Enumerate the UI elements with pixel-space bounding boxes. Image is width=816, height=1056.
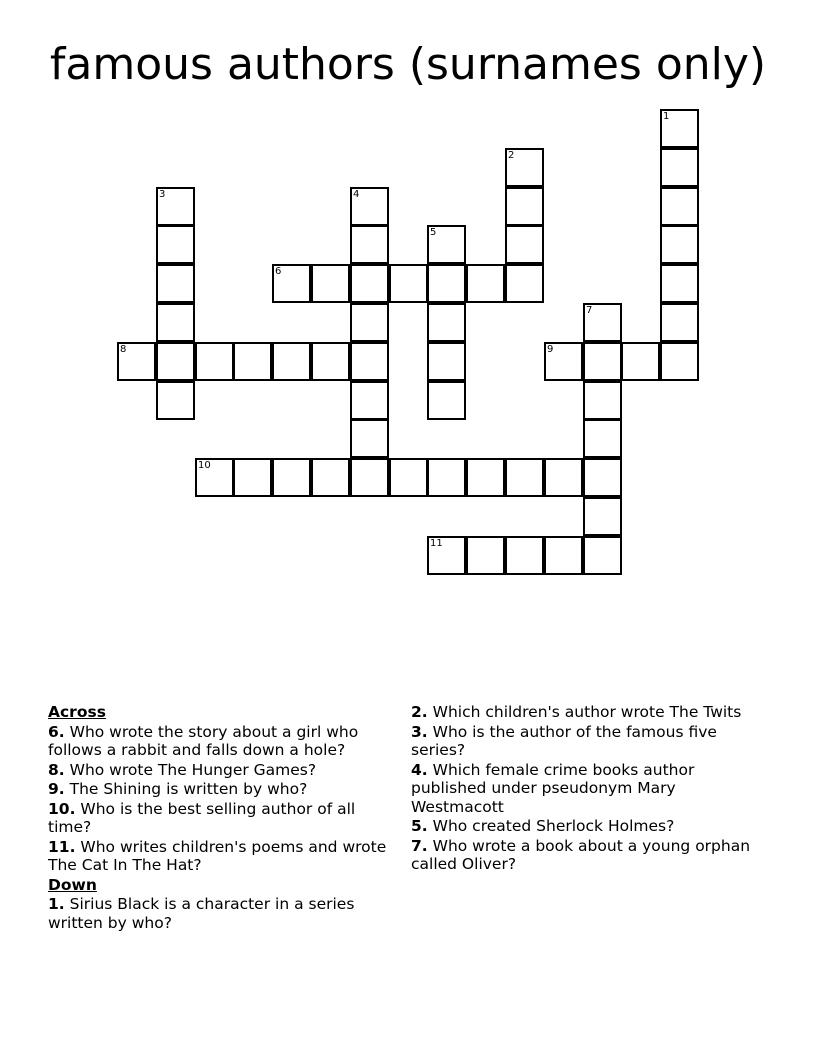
clue-item: [48, 800, 393, 837]
clue-number: 10.: [48, 799, 76, 818]
grid-cell[interactable]: [505, 225, 544, 264]
clue-text: Who wrote a book about a young orphan called Oliver?: [411, 836, 751, 873]
clues-right-column: [411, 702, 756, 874]
clue-item: [48, 723, 393, 760]
clue-text: The Shining is written by who?: [69, 780, 308, 798]
clue-text: Sirius Black is a character in a series written by who?: [48, 895, 355, 932]
clue-number-label: 9: [547, 344, 554, 355]
clue-number-label: 4: [353, 189, 360, 200]
grid-cell[interactable]: [233, 458, 272, 497]
grid-cell[interactable]: [195, 342, 234, 381]
clue-number: 2.: [411, 703, 428, 721]
grid-cell[interactable]: [583, 342, 622, 381]
grid-cell[interactable]: [505, 264, 544, 303]
clue-number-label: 10: [198, 460, 211, 471]
grid-cell[interactable]: [389, 264, 428, 303]
grid-cell[interactable]: [583, 536, 622, 575]
clue-text: Which female crime books author published under pseudonym Mary Westmacott: [411, 760, 695, 816]
clue-text: Who is the author of the famous five series?: [411, 722, 717, 759]
grid-cell[interactable]: [350, 381, 389, 420]
clue-number: 8.: [48, 760, 65, 779]
grid-cell[interactable]: [311, 264, 350, 303]
clue-item: [411, 817, 756, 836]
clue-item: [411, 837, 756, 874]
grid-cell[interactable]: [660, 342, 699, 381]
grid-cell[interactable]: [156, 303, 195, 342]
across-heading: Across: [48, 703, 106, 721]
clue-number: 6.: [48, 722, 65, 741]
clue-number: 3.: [411, 722, 428, 741]
down-clue-list: [48, 895, 393, 932]
grid-cell[interactable]: [660, 187, 699, 226]
clue-number: 11.: [48, 837, 76, 856]
grid-cell[interactable]: [350, 419, 389, 458]
grid-cell[interactable]: [272, 342, 311, 381]
grid-cell[interactable]: [427, 458, 466, 497]
grid-cell[interactable]: [427, 342, 466, 381]
clue-text: Who created Sherlock Holmes?: [432, 817, 675, 835]
grid-cell[interactable]: [505, 187, 544, 226]
clue-number: 1.: [48, 895, 65, 913]
clue-number: 7.: [411, 836, 428, 855]
grid-cell[interactable]: [156, 342, 195, 381]
grid-cell[interactable]: [156, 264, 195, 303]
grid-cell[interactable]: [660, 148, 699, 187]
clue-number-label: 5: [430, 227, 437, 238]
grid-cell[interactable]: [350, 264, 389, 303]
clue-text: Who wrote the story about a girl who follows a rabbit and falls down a hole?: [48, 722, 359, 759]
grid-cell[interactable]: [311, 342, 350, 381]
clue-item: [48, 780, 393, 799]
grid-cell[interactable]: [621, 342, 660, 381]
clue-number: 4.: [411, 760, 428, 779]
grid-cell[interactable]: [427, 264, 466, 303]
grid-cell[interactable]: [350, 225, 389, 264]
grid-cell[interactable]: [583, 419, 622, 458]
grid-cell[interactable]: [544, 458, 583, 497]
grid-cell[interactable]: [505, 536, 544, 575]
clue-number-label: 11: [430, 538, 443, 549]
across-clue-list: [48, 723, 393, 875]
grid-cell[interactable]: [583, 497, 622, 536]
clue-text: Who is the best selling author of all time?: [48, 799, 356, 836]
grid-cell[interactable]: [350, 342, 389, 381]
clue-number-label: 6: [275, 266, 282, 277]
grid-cell[interactable]: [466, 458, 505, 497]
grid-cell[interactable]: [427, 381, 466, 420]
grid-cell[interactable]: [156, 225, 195, 264]
grid-cell[interactable]: [660, 225, 699, 264]
grid-cell[interactable]: [311, 458, 350, 497]
grid-cell[interactable]: [583, 458, 622, 497]
grid-cell[interactable]: [350, 303, 389, 342]
down-clue-list-continued: [411, 703, 756, 874]
clues-left-column: [48, 702, 393, 932]
clue-number-label: 3: [159, 189, 166, 200]
grid-cell[interactable]: [544, 536, 583, 575]
grid-cell[interactable]: [660, 264, 699, 303]
clue-text: Who writes children's poems and wrote The Cat In The Hat?: [48, 837, 387, 874]
grid-cell[interactable]: [660, 303, 699, 342]
clue-text: Which children's author wrote The Twits: [432, 703, 742, 721]
grid-cell[interactable]: [505, 458, 544, 497]
clue-item: [411, 723, 756, 760]
grid-cell[interactable]: [233, 342, 272, 381]
clue-number-label: 2: [508, 150, 515, 161]
grid-cell[interactable]: [427, 303, 466, 342]
clue-text: Who wrote The Hunger Games?: [69, 760, 317, 779]
grid-cell[interactable]: [272, 458, 311, 497]
grid-cell[interactable]: [466, 264, 505, 303]
clue-number-label: 7: [586, 305, 593, 316]
down-heading: Down: [48, 875, 97, 894]
grid-cell[interactable]: [156, 381, 195, 420]
grid-cell[interactable]: [583, 381, 622, 420]
clue-item: [48, 761, 393, 780]
clue-number: 5.: [411, 817, 428, 835]
clue-number-label: 1: [663, 111, 670, 122]
clue-number: 9.: [48, 780, 65, 798]
clue-item: [411, 761, 756, 817]
grid-cell[interactable]: [350, 458, 389, 497]
clue-item: [411, 703, 756, 722]
clue-item: [48, 895, 393, 932]
page-title: famous authors (surnames only): [49, 39, 767, 90]
grid-cell[interactable]: [466, 536, 505, 575]
clue-number-label: 8: [120, 344, 127, 355]
clue-item: [48, 838, 393, 875]
grid-cell[interactable]: [389, 458, 428, 497]
